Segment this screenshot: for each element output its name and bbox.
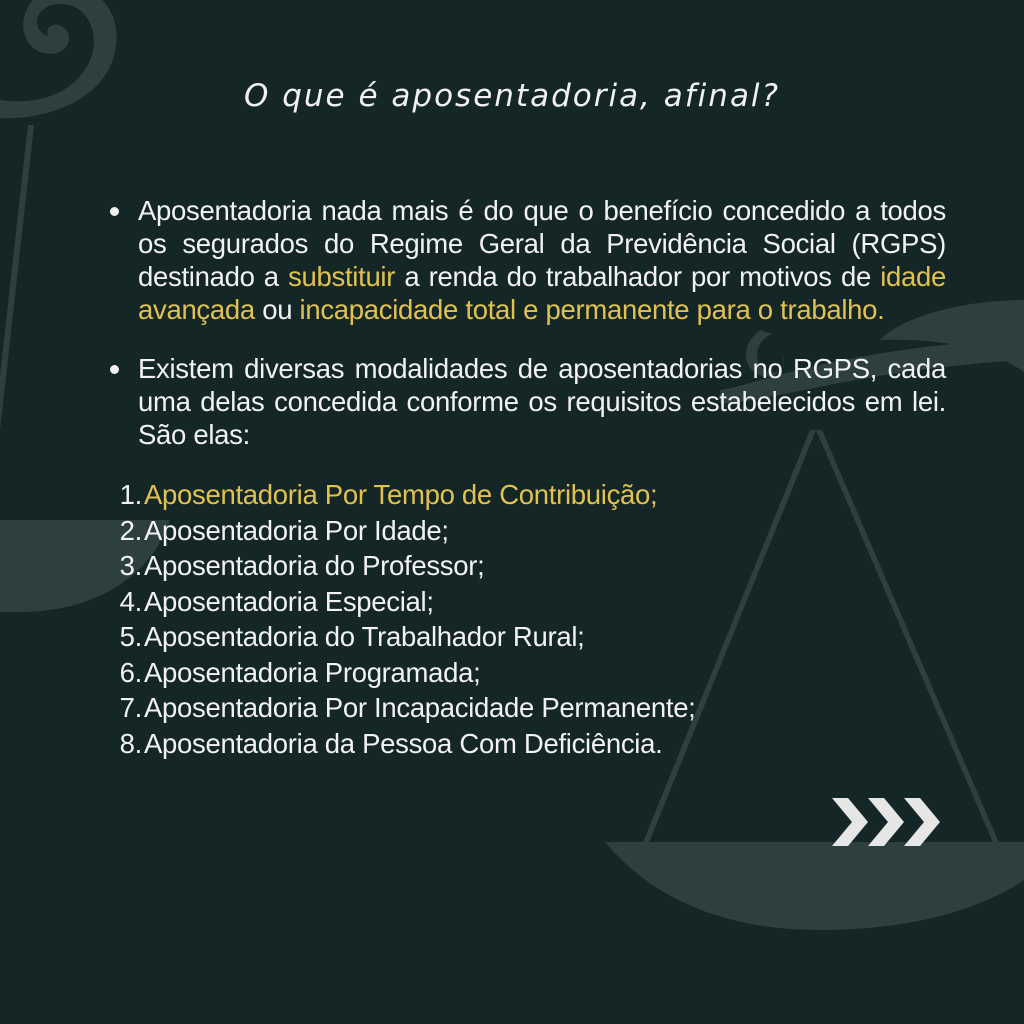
modalidades-list	[106, 477, 946, 761]
list-item	[106, 584, 946, 620]
list-label: Aposentadoria do Professor;	[144, 550, 485, 581]
bullet-dot-icon	[110, 207, 119, 216]
list-item	[106, 655, 946, 691]
bullet-item-modalidades	[106, 352, 946, 451]
list-number: 1.	[119, 479, 142, 510]
page-title: O que é aposentadoria, afinal?	[243, 78, 781, 114]
list-item	[106, 619, 946, 655]
bullet-item-definition	[106, 194, 946, 326]
list-number: 6.	[119, 656, 142, 688]
content-area	[106, 194, 946, 761]
list-item	[106, 726, 946, 762]
list-label: Aposentadoria Por Incapacidade Permanente;	[144, 692, 696, 723]
list-label: Aposentadoria Programada;	[144, 656, 481, 688]
list-number: 8.	[119, 727, 142, 759]
list-item	[106, 690, 946, 726]
list-number: 3.	[119, 550, 142, 581]
list-number: 4.	[119, 585, 142, 617]
list-label: Aposentadoria do Trabalhador Rural;	[144, 621, 585, 652]
list-label: Aposentadoria Por Idade;	[144, 514, 449, 546]
highlight-text: incapacidade total e permanente para o trabalho.	[299, 294, 885, 325]
bullet-text: Existem diversas modalidades de aposentadorias no RGPS, cada uma delas concedida conforme os requisitos estabelecidos em lei. São elas:	[138, 353, 946, 450]
highlight-text: idade avançada	[138, 261, 946, 325]
list-number: 7.	[119, 692, 142, 723]
bullet-text: Aposentadoria nada mais é do que o benefício concedido a todos os segurados do Regime Geral da Previdência Social (RGPS) destinado a substituir a renda do trabalhador por motivos de idade avançada ou incapacidade total e permanente para o trabalho.	[138, 195, 946, 325]
triple-chevron-right-icon[interactable]	[828, 794, 944, 850]
bullet-dot-icon	[110, 365, 119, 374]
list-number: 2.	[119, 514, 142, 546]
bullet-list	[106, 194, 946, 451]
list-label: Aposentadoria da Pessoa Com Deficiência.	[144, 727, 663, 759]
list-item	[106, 477, 946, 513]
list-item	[106, 513, 946, 549]
highlight-text: substituir	[288, 261, 396, 292]
list-number: 5.	[119, 621, 142, 652]
list-item	[106, 548, 946, 584]
list-label: Aposentadoria Especial;	[144, 585, 434, 617]
list-label: Aposentadoria Por Tempo de Contribuição;	[144, 479, 658, 510]
